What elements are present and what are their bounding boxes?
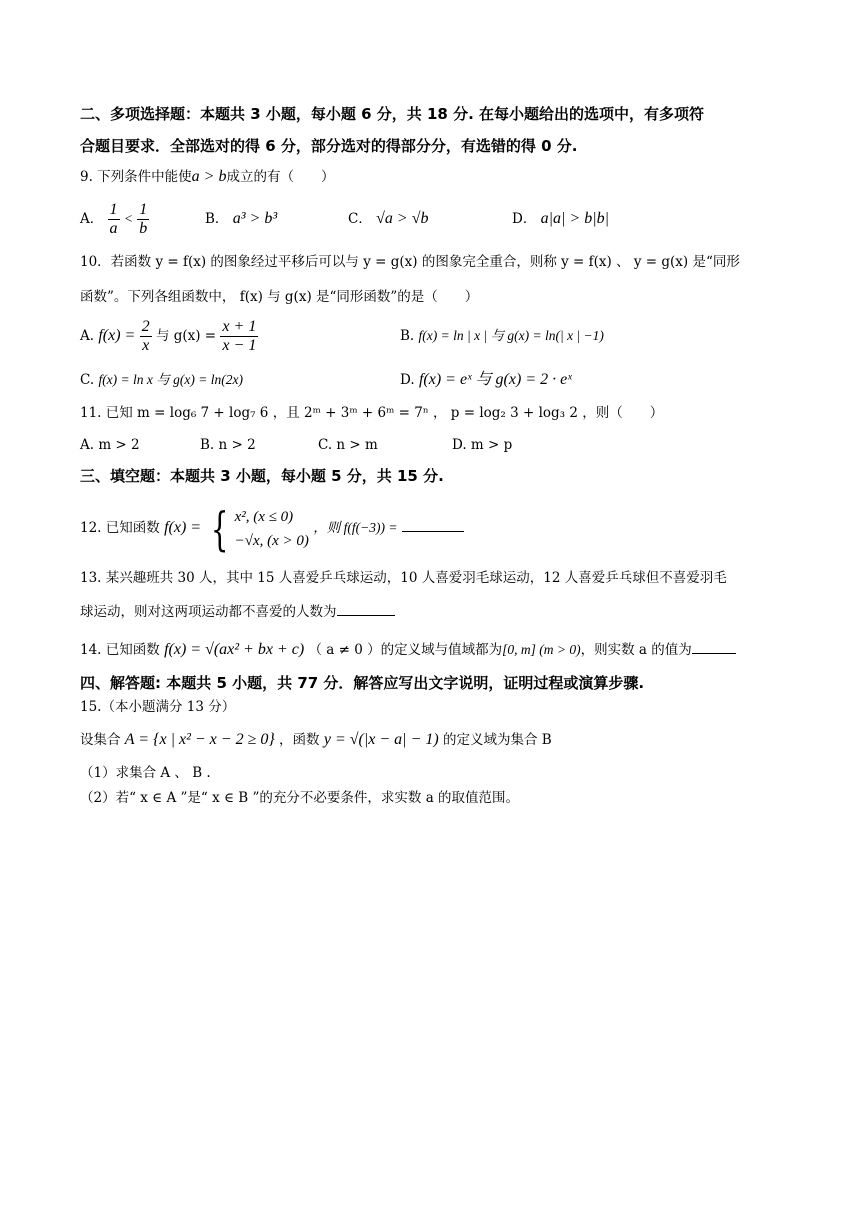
question-15-title: 15.（本小题满分 13 分） bbox=[80, 699, 236, 715]
q9-option-a-op: < bbox=[123, 211, 133, 226]
frac-numerator: 2 bbox=[141, 318, 150, 335]
question-15-part-2: （2）若“ x ∈ A ”是“ x ∈ B ”的充分不必要条件，求实数 a 的取值范围。 bbox=[80, 790, 520, 806]
q9-condition: a > b bbox=[191, 168, 227, 185]
q15-function: y = √(|x − a| − 1) bbox=[323, 731, 439, 748]
question-13-line1: 13. 某兴趣班共 30 人，其中 15 人喜爱乒乓球运动，10 人喜爱羽毛球运动，12 人喜爱乒乓球但不喜爱羽毛 bbox=[80, 570, 727, 586]
q10-option-a-pre: f(x) = bbox=[98, 327, 136, 344]
q10-option-b-expr: f(x) = ln | x | 与 g(x) = ln(| x | −1) bbox=[418, 328, 604, 343]
q11-option-c: C. n > m bbox=[318, 437, 378, 453]
left-brace-icon: { bbox=[211, 501, 229, 556]
answer-blank[interactable] bbox=[692, 639, 736, 654]
question-15-stem bbox=[80, 730, 552, 750]
question-12 bbox=[80, 502, 464, 554]
q10-option-b bbox=[400, 326, 604, 346]
q9-suffix: 成立的有（ ） bbox=[226, 169, 335, 185]
q10-option-a-frac2 bbox=[220, 318, 258, 355]
section-4-heading: 四、解答题: 本题共 5 小题，共 77 分．解答应写出文字说明，证明过程或演算步骤. bbox=[80, 674, 645, 692]
q9-option-a-frac1 bbox=[108, 201, 120, 238]
q9-option-d-expr: a|a| > b|b| bbox=[540, 210, 610, 227]
q10-option-d-label: D. bbox=[400, 372, 415, 388]
question-14 bbox=[80, 639, 736, 660]
q14-prefix: 14. 已知函数 bbox=[80, 642, 160, 658]
q11-option-a: A. m > 2 bbox=[80, 437, 140, 453]
q10-option-a-frac1 bbox=[140, 318, 152, 355]
q15-set-a: A = {x | x² − x − 2 ≥ 0} bbox=[124, 731, 275, 748]
q10-option-a-label: A. bbox=[80, 328, 95, 344]
q15-suffix: 的定义域为集合 B bbox=[442, 732, 552, 748]
q15-mid: ，函数 bbox=[279, 732, 320, 748]
question-13-line2 bbox=[80, 601, 395, 622]
q9-option-b-label: B． bbox=[205, 211, 229, 227]
q9-option-c bbox=[348, 209, 429, 229]
frac-numerator: 1 bbox=[139, 201, 148, 218]
q14-interval: [0, m] (m > 0) bbox=[502, 642, 581, 657]
frac-denominator: x bbox=[140, 336, 152, 355]
q12-suffix: ，则 f(f(−3)) = bbox=[313, 520, 398, 535]
q10-option-c bbox=[80, 370, 243, 390]
frac-denominator: x − 1 bbox=[222, 337, 257, 354]
q10-option-d-expr: f(x) = eˣ 与 g(x) = 2 · eˣ bbox=[418, 371, 572, 388]
q13-line2-text: 球运动，则对这两项运动都不喜爱的人数为 bbox=[80, 604, 337, 620]
section-2-heading-line2: 合题目要求．全部选对的得 6 分，部分选对的得部分分，有选错的得 0 分. bbox=[80, 137, 578, 155]
q10-option-a-mid: 与 g(x) = bbox=[155, 328, 217, 344]
section-3-heading: 三、填空题：本题共 3 小题，每小题 5 分，共 15 分. bbox=[80, 467, 444, 485]
section-2-heading-line1: 二、多项选择题：本题共 3 小题，每小题 6 分，共 18 分. 在每小题给出的选项中，有多项符 bbox=[80, 105, 705, 123]
frac-denominator: a bbox=[109, 220, 118, 237]
q9-option-c-expr: √a > √b bbox=[376, 210, 429, 227]
q9-option-d-label: D． bbox=[512, 211, 537, 227]
question-10-stem-line2: 函数”。下列各组函数中， f(x) 与 g(x) 是“同形函数”的是（ ） bbox=[80, 289, 479, 305]
q14-suffix: ，则实数 a 的值为 bbox=[580, 642, 692, 658]
q10-option-c-expr: f(x) = ln x 与 g(x) = ln(2x) bbox=[98, 372, 243, 387]
answer-blank[interactable] bbox=[337, 601, 395, 616]
q10-option-d bbox=[400, 370, 572, 390]
q9-option-d bbox=[512, 209, 609, 229]
question-10-stem-line1: 10．若函数 y = f(x) 的图象经过平移后可以与 y = g(x) 的图象完全重合，则称 y = f(x) 、 y = g(x) 是“同形 bbox=[80, 254, 740, 270]
frac-numerator: x + 1 bbox=[222, 318, 257, 335]
q11-option-d: D. m > p bbox=[452, 437, 513, 453]
q9-option-b-expr: a³ > b³ bbox=[232, 210, 278, 227]
question-11-stem: 11. 已知 m = log₆ 7 + log₇ 6 ，且 2ᵐ + 3ᵐ + 6ᵐ = 7ⁿ ， p = log₂ 3 + log₃ 2 ，则（ ） bbox=[80, 405, 664, 421]
q11-option-b: B. n > 2 bbox=[200, 437, 256, 453]
answer-blank[interactable] bbox=[402, 517, 464, 532]
q12-cases bbox=[235, 505, 309, 553]
q10-option-a bbox=[80, 313, 258, 359]
frac-numerator: 1 bbox=[109, 201, 118, 218]
q15-prefix: 设集合 bbox=[80, 732, 121, 748]
q9-option-a-label: A． bbox=[80, 211, 104, 227]
q14-fx: f(x) = √(ax² + bx + c) bbox=[164, 641, 305, 658]
q10-option-b-label: B. bbox=[400, 328, 415, 344]
q9-option-c-label: C． bbox=[348, 211, 372, 227]
q10-option-c-label: C. bbox=[80, 372, 95, 388]
q14-condition: （ a ≠ 0 ）的定义域与值域都为 bbox=[308, 642, 503, 658]
q9-option-a-frac2 bbox=[137, 201, 149, 238]
q9-prefix: 9. 下列条件中能使 bbox=[80, 169, 192, 185]
frac-denominator: b bbox=[139, 220, 148, 237]
q9-option-b bbox=[205, 209, 277, 229]
q12-prefix: 12. 已知函数 bbox=[80, 520, 160, 536]
q12-case-1: x², (x ≤ 0) bbox=[234, 508, 294, 525]
q12-fx: f(x) = bbox=[164, 519, 202, 536]
question-9-stem bbox=[80, 167, 334, 187]
q12-case-2: −√x, (x > 0) bbox=[234, 532, 309, 549]
question-9-options bbox=[80, 198, 149, 240]
question-15-part-1: （1）求集合 A 、 B . bbox=[80, 765, 211, 781]
